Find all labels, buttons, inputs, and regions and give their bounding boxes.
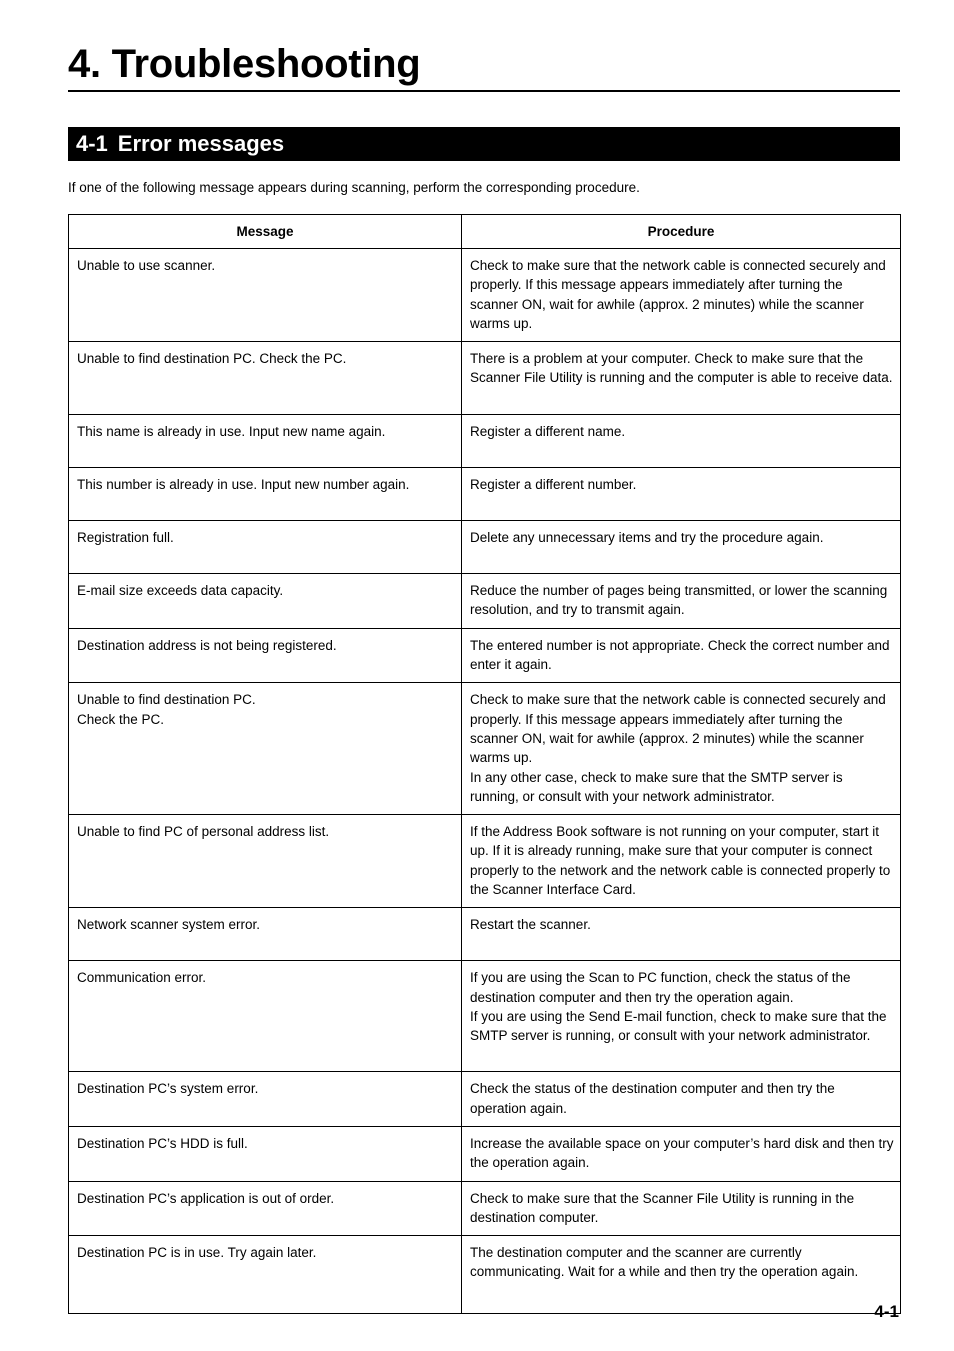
message-cell — [69, 1236, 462, 1314]
procedure-cell — [462, 342, 901, 415]
procedure-cell — [462, 415, 901, 468]
message-text: Destination PC’s application is out of order. — [77, 1190, 335, 1206]
message-cell — [69, 815, 462, 908]
section-title: Error messages — [117, 131, 285, 156]
table-row — [69, 1236, 901, 1314]
table-row — [69, 249, 901, 342]
message-cell — [69, 574, 462, 629]
table-row — [69, 908, 901, 961]
procedure-text: If you are using the Scan to PC function, check the status of the destination computer and then try the operation again. — [470, 970, 851, 1005]
title-rule — [68, 90, 900, 92]
procedure-cell — [462, 574, 901, 629]
table-header-row — [69, 215, 901, 249]
procedure-cell — [462, 815, 901, 908]
message-cell — [69, 342, 462, 415]
message-cell — [69, 908, 462, 961]
page-number: 4-1 — [874, 1302, 899, 1321]
procedure-text: Reduce the number of pages being transmitted, or lower the scanning resolution, and try to transmit again. — [470, 583, 888, 618]
header-procedure: Procedure — [462, 215, 901, 249]
error-messages-table-container — [68, 214, 900, 1314]
message-cell — [69, 468, 462, 521]
table-row — [69, 1181, 901, 1236]
table-row — [69, 1072, 901, 1127]
procedure-text: Check to make sure that the network cable is connected securely and properly. If this message appears immediately after turning the scanner ON, wait for awhile (approx. 2 minutes) while the scanner warms up. — [470, 258, 886, 331]
table-row — [69, 574, 901, 629]
message-cell — [69, 249, 462, 342]
procedure-text: Check to make sure that the network cable is connected securely and properly. If this message appears immediately after turning the scanner ON, wait for awhile (approx. 2 minutes) while the scanner warms up. — [470, 692, 886, 766]
procedure-cell — [462, 908, 901, 961]
procedure-text: Check the status of the destination computer and then try the operation again. — [470, 1081, 835, 1116]
procedure-text: If the Address Book software is not running on your computer, start it up. If it is already running, make sure that your computer is connect properly to the network and the network cable is connected properly to the Scanner Interface Card. — [470, 824, 891, 898]
message-cell — [69, 628, 462, 683]
table-row — [69, 521, 901, 574]
message-text: Communication error. — [77, 970, 207, 986]
procedure-text: In any other case, check to make sure that the SMTP server is running, or consult with your network administrator. — [470, 769, 843, 804]
procedure-text: Check to make sure that the Scanner File Utility is running in the destination computer. — [470, 1190, 855, 1225]
message-text: E-mail size exceeds data capacity. — [77, 583, 284, 599]
procedure-text: Restart the scanner. — [470, 917, 591, 933]
message-cell — [69, 1126, 462, 1181]
table-body — [69, 249, 901, 1314]
message-text: Unable to find destination PC. — [77, 692, 256, 708]
message-text: Destination PC’s system error. — [77, 1081, 259, 1097]
procedure-cell — [462, 249, 901, 342]
chapter-title: 4. Troubleshooting — [68, 42, 421, 86]
message-cell — [69, 1181, 462, 1236]
table-row — [69, 628, 901, 683]
header-message: Message — [69, 215, 462, 249]
message-text: Destination PC’s HDD is full. — [77, 1135, 248, 1151]
procedure-cell — [462, 1236, 901, 1314]
message-text: Unable to find PC of personal address list. — [77, 824, 330, 840]
procedure-text: There is a problem at your computer. Check to make sure that the Scanner File Utility is running and the computer is able to receive data. — [470, 351, 893, 386]
procedure-text: Delete any unnecessary items and try the procedure again. — [470, 530, 824, 546]
procedure-text: The destination computer and the scanner are currently communicating. Wait for a while and then try the operation again. — [470, 1245, 859, 1280]
message-cell — [69, 1072, 462, 1127]
procedure-cell — [462, 1072, 901, 1127]
message-text: Destination address is not being registered. — [77, 637, 337, 653]
section-heading — [68, 127, 900, 161]
message-cell — [69, 415, 462, 468]
message-cell — [69, 521, 462, 574]
message-cell — [69, 961, 462, 1072]
message-text: This name is already in use. Input new name again. — [77, 424, 386, 440]
table-row — [69, 342, 901, 415]
table-row — [69, 683, 901, 815]
table-row — [69, 961, 901, 1072]
table-row — [69, 1126, 901, 1181]
procedure-cell — [462, 628, 901, 683]
procedure-cell — [462, 1126, 901, 1181]
message-text: Unable to find destination PC. Check the PC. — [77, 351, 347, 367]
procedure-text: Increase the available space on your computer’s hard disk and then try the operation again. — [470, 1135, 894, 1171]
message-text: Destination PC is in use. Try again later. — [77, 1245, 317, 1261]
intro-text: If one of the following message appears during scanning, perform the corresponding procedure. — [68, 180, 640, 195]
message-text: Registration full. — [77, 530, 174, 546]
procedure-text: Register a different number. — [470, 477, 637, 493]
table-row — [69, 415, 901, 468]
message-text: Check the PC. — [77, 711, 165, 727]
procedure-cell — [462, 1181, 901, 1236]
procedure-cell — [462, 521, 901, 574]
message-text: Unable to use scanner. — [77, 258, 216, 273]
procedure-text: If you are using the Send E-mail function, check to make sure that the SMTP server is running, or consult with your network administrator. — [470, 1008, 887, 1044]
procedure-cell — [462, 468, 901, 521]
procedure-text: Register a different name. — [470, 424, 626, 440]
message-text: Network scanner system error. — [77, 917, 261, 933]
procedure-cell — [462, 683, 901, 815]
table-row — [69, 815, 901, 908]
error-messages-table — [68, 214, 901, 1314]
section-number: 4-1 — [76, 131, 108, 156]
message-cell — [69, 683, 462, 815]
procedure-cell — [462, 961, 901, 1072]
message-text: This number is already in use. Input new number again. — [77, 477, 410, 493]
table-row — [69, 468, 901, 521]
procedure-text: The entered number is not appropriate. Check the correct number and enter it again. — [470, 637, 890, 673]
